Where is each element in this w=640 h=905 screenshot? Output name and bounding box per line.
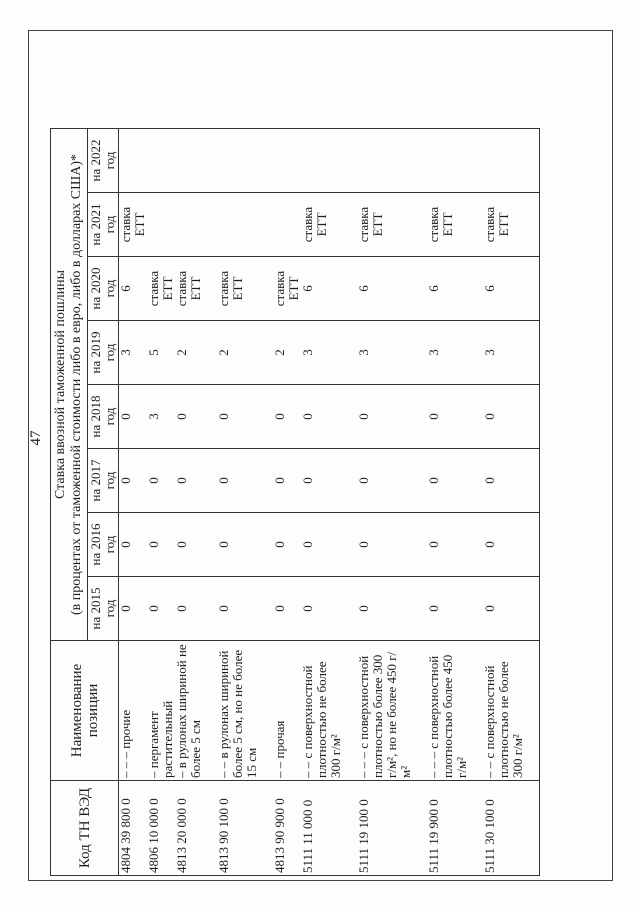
position-name: – – – с поверхностной плотностью более 300 г/м², но не более 450 г/м² (357, 641, 427, 781)
rate-cell: 0 (175, 385, 217, 449)
rate-cell (175, 129, 217, 193)
rate-cell (217, 193, 273, 257)
rate-cell: 3 (483, 321, 539, 385)
rate-cell: 2 (217, 321, 273, 385)
rate-cell: ставка ЕТТ (301, 193, 357, 257)
header-code: Код ТН ВЭД (51, 781, 119, 876)
tnved-code: 5111 19 900 0 (427, 781, 483, 876)
rate-cell: 0 (175, 449, 217, 513)
rate-cell: 0 (119, 385, 148, 449)
rate-cell: 0 (301, 513, 357, 577)
rate-cell: 0 (301, 577, 357, 641)
rate-cell: 0 (273, 385, 301, 449)
rate-cell: 0 (119, 577, 148, 641)
rate-cell: 6 (427, 257, 483, 321)
rate-cell (273, 129, 301, 193)
table-row (273, 129, 301, 876)
rate-cell: 6 (483, 257, 539, 321)
tnved-code: 5111 30 100 0 (483, 781, 539, 876)
rate-cell: 6 (357, 257, 427, 321)
position-name: – в рулонах шириной не более 5 см (175, 641, 217, 781)
position-name: – – в рулонах шириной более 5 см, но не более 15 см (217, 641, 273, 781)
header-rate-subtitle: (в процентах от таможенной стоимости либо в евро, либо в долларах США)* (69, 129, 88, 641)
rate-cell: 3 (119, 321, 148, 385)
header-year: на 2016 год (88, 513, 119, 577)
rate-cell: 0 (427, 449, 483, 513)
tnved-code: 5111 11 000 0 (301, 781, 357, 876)
rate-cell: 0 (427, 577, 483, 641)
table-row (147, 129, 175, 876)
rate-cell: 0 (119, 449, 148, 513)
rate-cell: 0 (217, 385, 273, 449)
tariff-table (50, 128, 540, 876)
rate-cell: 0 (147, 513, 175, 577)
position-name: – – прочая (273, 641, 301, 781)
table-row (217, 129, 273, 876)
position-name: – – – прочие (119, 641, 148, 781)
table-row (427, 129, 483, 876)
rate-cell: 3 (301, 321, 357, 385)
rate-cell: 0 (273, 513, 301, 577)
tnved-code: 4813 90 100 0 (217, 781, 273, 876)
rate-cell: 0 (217, 577, 273, 641)
tnved-code: 4804 39 800 0 (119, 781, 148, 876)
header-year: на 2021 год (88, 193, 119, 257)
table-row (483, 129, 539, 876)
rate-cell: ставка ЕТТ (217, 257, 273, 321)
rate-cell: 0 (483, 513, 539, 577)
rate-cell: 0 (119, 513, 148, 577)
rate-cell (147, 129, 175, 193)
rate-cell: 0 (217, 449, 273, 513)
rate-cell: 0 (427, 385, 483, 449)
rate-cell: 0 (301, 385, 357, 449)
rate-cell (427, 129, 483, 193)
rate-cell (301, 129, 357, 193)
header-year: на 2018 год (88, 385, 119, 449)
position-name: – – с поверхностной плотностью не более 300 г/м² (483, 641, 539, 781)
rate-cell (147, 193, 175, 257)
rate-cell: 6 (119, 257, 148, 321)
header-rate-title: Ставка ввозной таможенной пошлины (51, 129, 70, 641)
rate-cell: ставка ЕТТ (175, 257, 217, 321)
rate-cell: ставка ЕТТ (119, 193, 148, 257)
rate-cell: ставка ЕТТ (357, 193, 427, 257)
table-row (119, 129, 148, 876)
table-body (119, 129, 540, 876)
rate-cell: 0 (217, 513, 273, 577)
rate-cell: 2 (175, 321, 217, 385)
header-year: на 2020 год (88, 257, 119, 321)
rate-cell: 0 (357, 513, 427, 577)
rate-cell (273, 193, 301, 257)
tnved-code: 4813 20 000 0 (175, 781, 217, 876)
position-name: – пергамент растительный (147, 641, 175, 781)
rate-cell: 3 (357, 321, 427, 385)
header-name: Наименование позиции (51, 641, 119, 781)
rate-cell: 3 (427, 321, 483, 385)
rate-cell (175, 193, 217, 257)
header-year: на 2022 год (88, 129, 119, 193)
rotated-document (28, 30, 613, 881)
rate-cell: 0 (427, 513, 483, 577)
rate-cell (357, 129, 427, 193)
position-name: – – с поверхностной плотностью не более 300 г/м² (301, 641, 357, 781)
rate-cell: ставка ЕТТ (483, 193, 539, 257)
rate-cell: 0 (273, 577, 301, 641)
table-row (175, 129, 217, 876)
rate-cell: 6 (301, 257, 357, 321)
rate-cell: 0 (357, 577, 427, 641)
rate-cell: 0 (483, 577, 539, 641)
rate-cell: 2 (273, 321, 301, 385)
tnved-code: 4813 90 900 0 (273, 781, 301, 876)
rate-cell: 0 (357, 385, 427, 449)
table-row (301, 129, 357, 876)
rate-cell: 0 (175, 577, 217, 641)
tnved-code: 5111 19 100 0 (357, 781, 427, 876)
tnved-code: 4806 10 000 0 (147, 781, 175, 876)
rate-cell: ставка ЕТТ (427, 193, 483, 257)
page-number: 47 (28, 430, 44, 446)
rate-cell (119, 129, 148, 193)
rate-cell: 5 (147, 321, 175, 385)
header-year: на 2017 год (88, 449, 119, 513)
rate-cell: ставка ЕТТ (273, 257, 301, 321)
rate-cell (217, 129, 273, 193)
rate-cell: 0 (147, 577, 175, 641)
table-row (357, 129, 427, 876)
rate-cell: 0 (273, 449, 301, 513)
header-year: на 2019 год (88, 321, 119, 385)
position-name: – – – с поверхностной плотностью более 450 г/м² (427, 641, 483, 781)
rate-cell: 0 (301, 449, 357, 513)
rate-cell (483, 129, 539, 193)
rate-cell: 3 (147, 385, 175, 449)
header-year: на 2015 год (88, 577, 119, 641)
rate-cell: 0 (357, 449, 427, 513)
rate-cell: ставка ЕТТ (147, 257, 175, 321)
rate-cell: 0 (483, 385, 539, 449)
rate-cell: 0 (175, 513, 217, 577)
rate-cell: 0 (147, 449, 175, 513)
rate-cell: 0 (483, 449, 539, 513)
